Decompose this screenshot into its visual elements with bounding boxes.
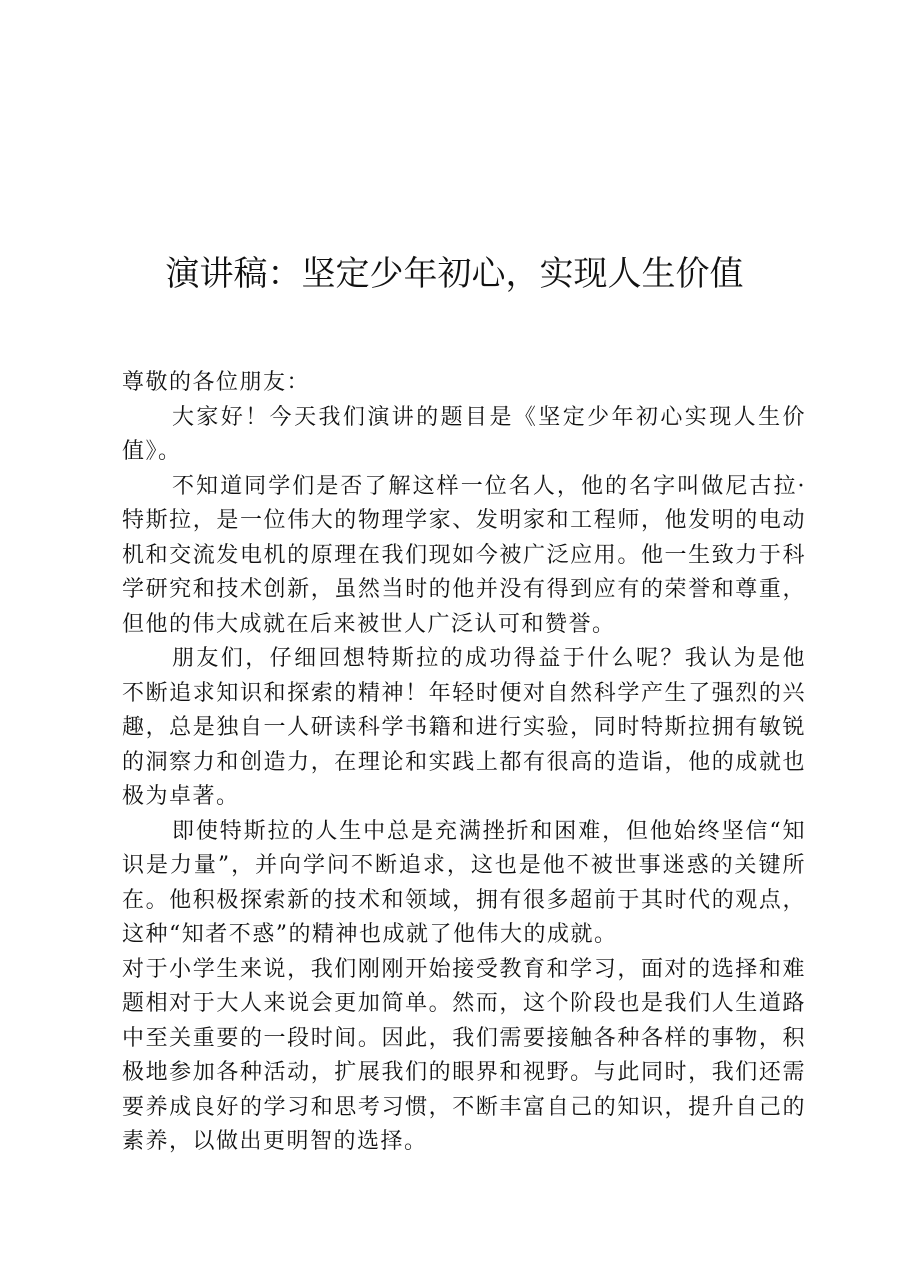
paragraph-tesla-perseverance: 即使特斯拉的人生中总是充满挫折和困难，但他始终坚信“知识是力量”，并向学问不断追求，这也是他不被世事迷惑的关键所在。他积极探索新的技术和领域，拥有很多超前于其时代的观点，这种“知者不惑”的精神也成就了他伟大的成就。 xyxy=(122,818,806,947)
document-body xyxy=(122,366,806,1160)
salutation: 尊敬的各位朋友： xyxy=(122,370,311,395)
paragraph-tesla-intro: 不知道同学们是否了解这样一位名人，他的名字叫做尼古拉·特斯拉，是一位伟大的物理学家、发明家和工程师，他发明的电动机和交流发电机的原理在我们现如今被广泛应用。他一生致力于科学研究和技术创新，虽然当时的他并没有得到应有的荣誉和尊重，但他的伟大成就在后来被世人广泛认可和赞誉。 xyxy=(122,473,806,637)
paragraph-greeting: 大家好！今天我们演讲的题目是《坚定少年初心实现人生价值》。 xyxy=(122,404,806,464)
document-title: 演讲稿：坚定少年初心，实现人生价值 xyxy=(165,254,744,294)
paragraph-students: 对于小学生来说，我们刚刚开始接受教育和学习，面对的选择和难题相对于大人来说会更加简单。然而，这个阶段也是我们人生道路中至关重要的一段时间。因此，我们需要接触各种各样的事物，积极地参加各种活动，扩展我们的眼界和视野。与此同时，我们还需要养成良好的学习和思考习惯，不断丰富自己的知识，提升自己的素养，以做出更明智的选择。 xyxy=(122,956,806,1154)
paragraph-tesla-success: 朋友们，仔细回想特斯拉的成功得益于什么呢？我认为是他不断追求知识和探索的精神！年轻时便对自然科学产生了强烈的兴趣，总是独自一人研读科学书籍和进行实验，同时特斯拉拥有敏锐的洞察力和创造力，在理论和实践上都有很高的造诣，他的成就也极为卓著。 xyxy=(122,646,806,809)
